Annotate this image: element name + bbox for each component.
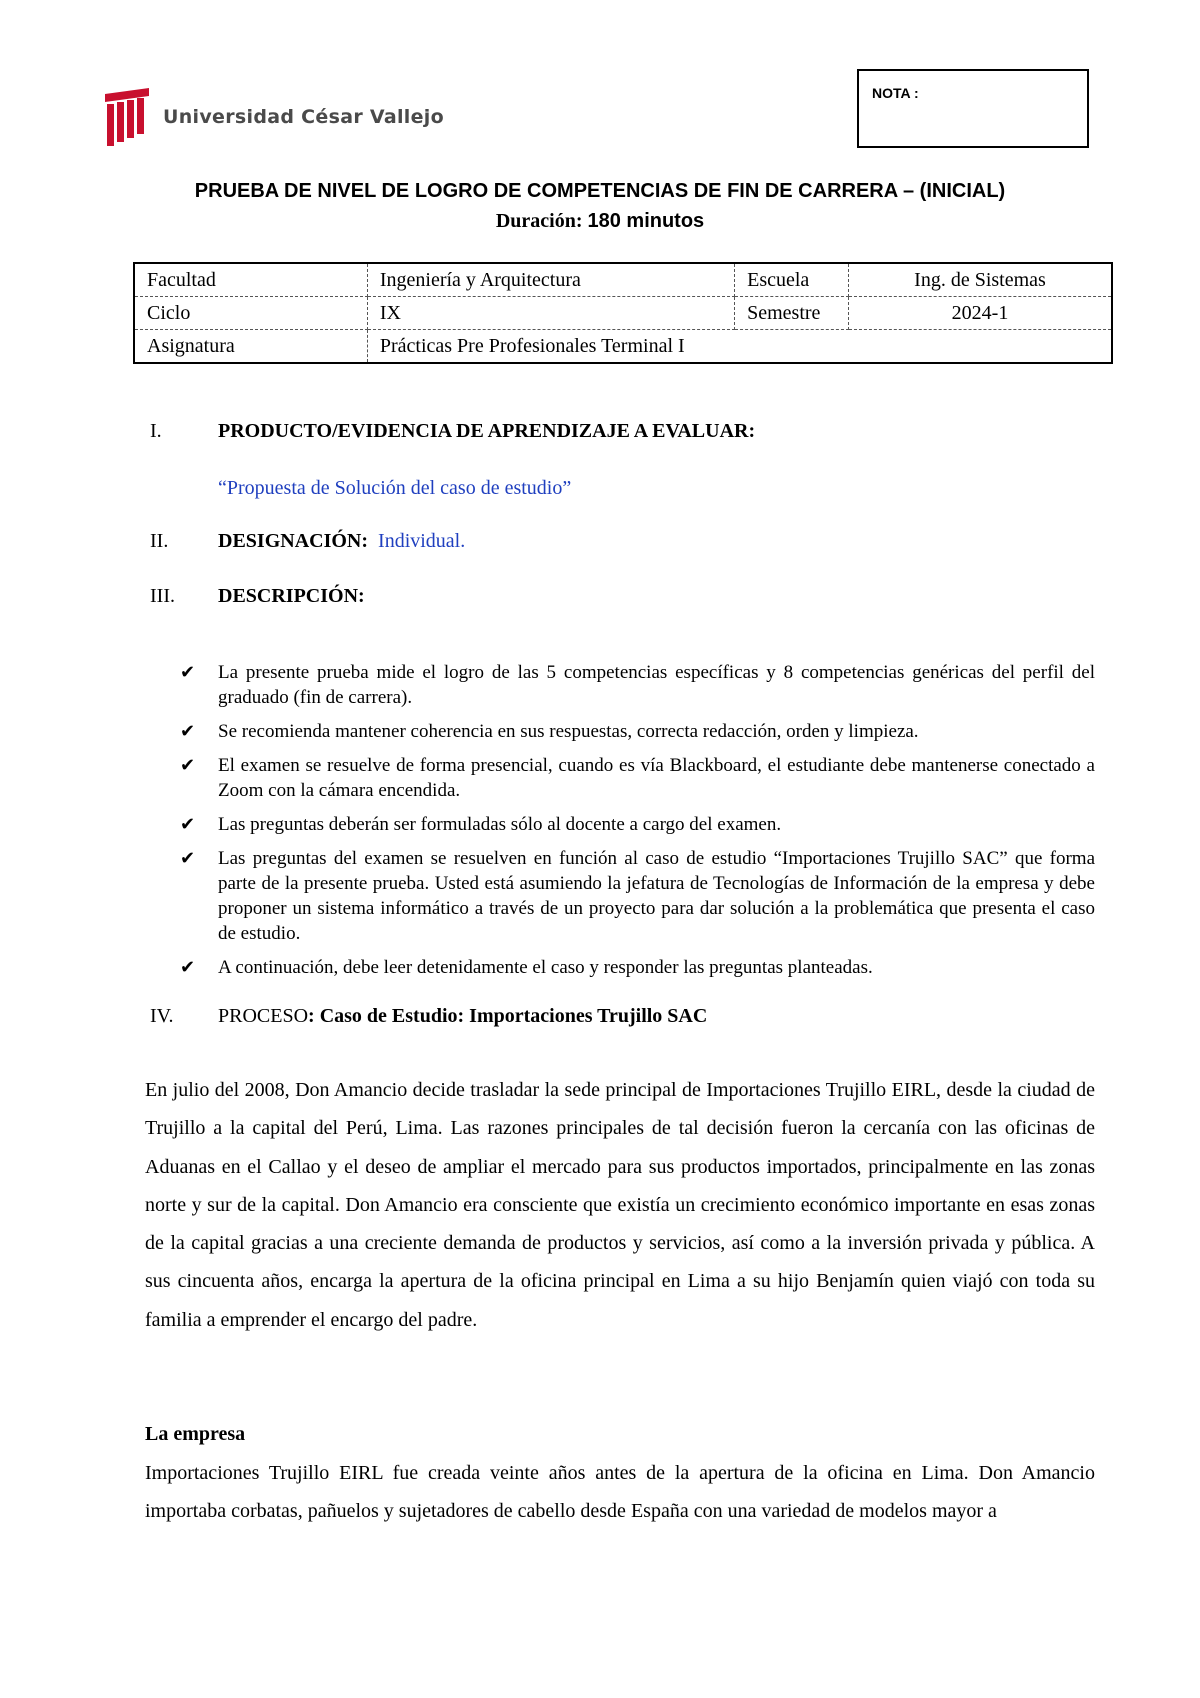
university-name: Universidad César Vallejo — [163, 106, 444, 128]
list-item — [180, 955, 1095, 980]
check-icon: ✔ — [180, 814, 196, 835]
check-icon: ✔ — [180, 957, 196, 978]
section-heading — [218, 1005, 707, 1028]
cycle-value: IX — [367, 297, 734, 330]
exam-duration — [0, 210, 1200, 233]
list-item — [180, 753, 1095, 803]
semester-label: Semestre — [735, 297, 849, 330]
semester-value: 2024-1 — [849, 297, 1112, 330]
list-item-text: Las preguntas deberán ser formuladas sólo al docente a cargo del examen. — [218, 814, 782, 835]
grade-box — [857, 69, 1089, 148]
check-icon: ✔ — [180, 755, 196, 776]
list-item — [180, 660, 1095, 710]
grade-label: NOTA : — [872, 85, 919, 101]
check-icon: ✔ — [180, 662, 196, 683]
course-info-table — [133, 262, 1113, 364]
list-item-text: Las preguntas del examen se resuelven en función al caso de estudio “Importaciones Trujillo SAC” que forma parte de la presente prueba. Usted está asumiendo la jefatura de Tecnologías de Información de la empresa y debe proponer un sistema informático a través de un proyecto para dar solución a la problemática que presenta el caso de estudio. — [218, 848, 1095, 944]
description-list — [180, 660, 1095, 989]
list-item — [180, 719, 1095, 744]
duration-label: Duración: — [495, 210, 583, 232]
list-item-text: El examen se resuelve de forma presencial, cuando es vía Blackboard, el estudiante debe mantenerse conectado a Zoom con la cámara encendida. — [218, 755, 1095, 801]
duration-value: 180 minutos — [587, 210, 705, 232]
case-paragraph: En julio del 2008, Don Amancio decide trasladar la sede principal de Importaciones Trujillo EIRL, desde la ciudad de Trujillo a la capital del Perú, Lima. Las razones principales de tal decisión fueron la cercanía con las oficinas de Aduanas en el Callao y el deseo de ampliar el mercado para sus productos importados, principalmente en las zonas norte y sur de la capital. Don Amancio era consciente que existía un crecimiento económico importante en esas zonas de la capital gracias a una creciente demanda de productos y servicios, así como a la inversión privada y pública. A sus cincuenta años, encarga la apertura de la oficina principal en Lima a su hijo Benjamín quien viajó con toda su familia a emprender el encargo del padre. — [145, 1079, 1095, 1331]
faculty-label: Facultad — [134, 263, 367, 297]
table-row — [134, 297, 1112, 330]
list-item-text: La presente prueba mide el logro de las 5 competencias específicas y 8 competencias genéricas del perfil del graduado (fin de carrera). — [218, 662, 1095, 708]
case-study-title: : Caso de Estudio: Importaciones Trujillo SAC — [308, 1005, 708, 1027]
section-heading: DESCRIPCIÓN: — [218, 585, 365, 607]
process-label: PROCESO — [218, 1005, 309, 1027]
table-row — [134, 330, 1112, 364]
list-item — [180, 846, 1095, 946]
section-number: IV. — [150, 1005, 174, 1027]
list-item-text: Se recomienda mantener coherencia en sus respuestas, correcta redacción, orden y limpieza. — [218, 721, 919, 742]
school-value: Ing. de Sistemas — [849, 263, 1112, 297]
university-logo — [105, 88, 444, 146]
section-heading: PRODUCTO/EVIDENCIA DE APRENDIZAJE A EVALUAR: — [218, 420, 756, 442]
designation-value: Individual. — [378, 530, 466, 552]
university-crest-icon — [105, 88, 149, 146]
school-label: Escuela — [735, 263, 849, 297]
section-number: II. — [150, 530, 169, 552]
company-paragraph: Importaciones Trujillo EIRL fue creada veinte años antes de la apertura de la oficina en Lima. Don Amancio importaba corbatas, pañuelos y sujetadores de cabello desde España con una variedad de modelos mayor a — [145, 1462, 1095, 1523]
section-heading — [218, 530, 465, 553]
section-number: III. — [150, 585, 175, 607]
designation-label: DESIGNACIÓN: — [218, 530, 369, 552]
list-item — [180, 812, 1095, 837]
cycle-label: Ciclo — [134, 297, 367, 330]
document-title: PRUEBA DE NIVEL DE LOGRO DE COMPETENCIAS DE FIN DE CARRERA – (INICIAL) — [194, 180, 1006, 202]
list-item-text: A continuación, debe leer detenidamente el caso y responder las preguntas planteadas. — [218, 957, 873, 978]
subject-label: Asignatura — [134, 330, 367, 364]
check-icon: ✔ — [180, 848, 196, 869]
subject-value: Prácticas Pre Profesionales Terminal I — [367, 330, 1112, 364]
company-heading: La empresa — [145, 1423, 246, 1445]
table-row — [134, 263, 1112, 297]
faculty-value: Ingeniería y Arquitectura — [367, 263, 734, 297]
check-icon: ✔ — [180, 721, 196, 742]
section-number: I. — [150, 420, 162, 442]
evaluated-product: “Propuesta de Solución del caso de estudio” — [218, 477, 572, 499]
